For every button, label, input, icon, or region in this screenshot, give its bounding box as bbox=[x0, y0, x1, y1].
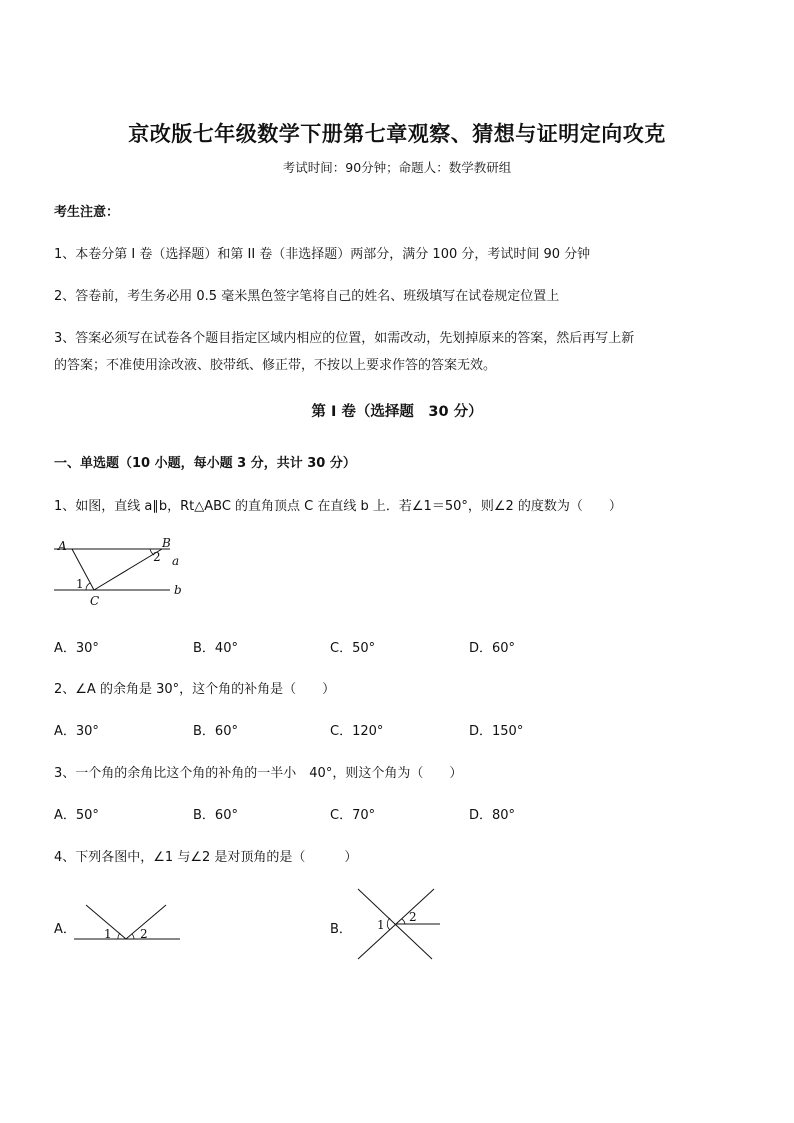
label-a: a bbox=[172, 554, 180, 568]
q3-option-a[interactable]: A．50° bbox=[54, 808, 99, 823]
q1-option-b[interactable]: B．40° bbox=[193, 641, 238, 656]
document-title: 京改版七年级数学下册第七章观察、猜想与证明定向攻克 bbox=[128, 121, 666, 146]
q4-figure-b bbox=[350, 884, 445, 964]
label-angle-2: 2 bbox=[140, 927, 148, 941]
q3-option-b[interactable]: B．60° bbox=[193, 808, 238, 823]
q4-figure-a bbox=[70, 898, 185, 946]
exam-info: 考试时间：90分钟；命题人：数学教研组 bbox=[282, 160, 512, 175]
q2-option-a[interactable]: A．30° bbox=[54, 724, 99, 739]
notice-heading: 考生注意： bbox=[54, 205, 120, 220]
segment-bc bbox=[94, 549, 162, 590]
label-angle-2: 2 bbox=[153, 550, 161, 564]
label-A: A bbox=[58, 539, 67, 553]
label-C: C bbox=[90, 594, 100, 608]
section-title: 第 I 卷（选择题 30 分） bbox=[311, 404, 483, 420]
q2-option-d[interactable]: D．150° bbox=[469, 724, 524, 739]
q2-option-c[interactable]: C．120° bbox=[330, 724, 384, 739]
notice-item-2: 2、答卷前，考生务必用 0.5 毫米黑色签字笔将自己的姓名、班级填写在试卷规定位置上 bbox=[54, 289, 560, 304]
q4-choice-a-label[interactable]: A． bbox=[54, 922, 76, 937]
notice-item-3-continued: 的答案；不准使用涂改液、胶带纸、修正带，不按以上要求作答的答案无效。 bbox=[54, 358, 497, 373]
q1-option-d[interactable]: D．60° bbox=[469, 641, 516, 656]
label-B: B bbox=[162, 536, 171, 550]
q4-choice-b-label[interactable]: B． bbox=[330, 922, 352, 937]
angle-2-arc bbox=[132, 934, 134, 939]
question-3-stem: 3、一个角的余角比这个角的补角的一半小 40°，则这个角为（ ） bbox=[54, 766, 463, 781]
angle-1-arc bbox=[86, 583, 90, 590]
angle-2-arc bbox=[402, 919, 405, 924]
label-angle-2: 2 bbox=[409, 910, 417, 924]
label-angle-1: 1 bbox=[104, 927, 112, 941]
part-heading: 一、单选题（10 小题，每小题 3 分，共计 30 分） bbox=[54, 456, 356, 471]
angle-1-arc bbox=[387, 918, 390, 930]
q1-option-c[interactable]: C．50° bbox=[330, 641, 376, 656]
q2-option-b[interactable]: B．60° bbox=[193, 724, 238, 739]
q3-option-d[interactable]: D．80° bbox=[469, 808, 516, 823]
q3-option-c[interactable]: C．70° bbox=[330, 808, 376, 823]
label-b: b bbox=[174, 583, 182, 597]
question-1-figure bbox=[50, 535, 190, 610]
question-2-stem: 2、∠A 的余角是 30°，这个角的补角是（ ） bbox=[54, 682, 336, 697]
question-1-stem: 1、如图，直线 a∥b，Rt△ABC 的直角顶点 C 在直线 b 上．若∠1＝50°，则∠2 的度数为（ ） bbox=[54, 499, 622, 514]
q1-option-a[interactable]: A．30° bbox=[54, 641, 99, 656]
angle-1-arc bbox=[118, 933, 120, 939]
notice-item-1: 1、本卷分第 I 卷（选择题）和第 II 卷（非选择题）两部分，满分 100 分，考试时间 90 分钟 bbox=[54, 247, 591, 262]
label-angle-1: 1 bbox=[377, 918, 385, 932]
question-4-stem: 4、下列各图中，∠1 与∠2 是对顶角的是（ ） bbox=[54, 850, 358, 865]
notice-item-3: 3、答案必须写在试卷各个题目指定区域内相应的位置，如需改动，先划掉原来的答案，然后再写上新 bbox=[54, 331, 635, 346]
label-angle-1: 1 bbox=[76, 577, 84, 591]
